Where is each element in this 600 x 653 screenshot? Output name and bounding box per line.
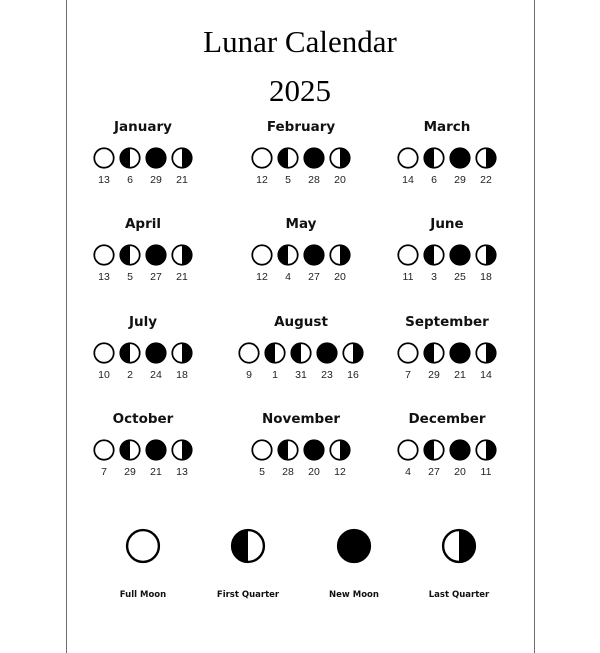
last-quarter-icon [342, 342, 364, 364]
legend-label: Full Moon [119, 590, 167, 600]
full-moon-icon [251, 147, 273, 169]
month-name: September [405, 314, 489, 330]
month-name: January [114, 119, 172, 135]
phase-day: 2 [127, 369, 133, 381]
phase-day: 20 [308, 466, 320, 478]
last-quarter-icon [475, 244, 497, 266]
moon-phase [249, 119, 275, 186]
moon-phase [421, 216, 447, 283]
new-moon-icon [449, 439, 471, 461]
new-moon-icon [449, 244, 471, 266]
first-quarter-icon [423, 147, 445, 169]
month-march [362, 119, 532, 199]
phase-day: 29 [428, 369, 440, 381]
phase-day: 21 [454, 369, 466, 381]
moon-phase [91, 216, 117, 283]
new-moon-icon [303, 147, 325, 169]
phase-day: 12 [256, 271, 268, 283]
full-moon-icon [397, 439, 419, 461]
legend-full [88, 528, 198, 618]
phase-day: 3 [431, 271, 437, 283]
moon-phase [473, 216, 499, 283]
moon-phase [91, 314, 117, 381]
phase-day: 24 [150, 369, 162, 381]
phase-day: 21 [176, 174, 188, 186]
month-name: July [128, 314, 158, 330]
first-quarter-icon [277, 244, 299, 266]
month-december [362, 411, 532, 491]
phase-day: 7 [101, 466, 107, 478]
moon-phase [117, 314, 143, 381]
phase-day: 11 [480, 466, 492, 478]
last-quarter-icon [329, 147, 351, 169]
month-name: April [124, 216, 162, 232]
full-moon-icon [397, 147, 419, 169]
full-moon-icon [238, 342, 260, 364]
moon-phase [91, 411, 117, 478]
phase-day: 6 [127, 174, 133, 186]
phase-day: 29 [150, 174, 162, 186]
phase-day: 23 [321, 369, 333, 381]
phase-day: 10 [98, 369, 110, 381]
moon-phase [288, 314, 314, 381]
moon-phase [301, 411, 327, 478]
moon-phase [327, 411, 353, 478]
full-moon-icon [93, 439, 115, 461]
phase-day: 20 [334, 174, 346, 186]
legend-label: New Moon [329, 590, 379, 600]
full-moon-icon [251, 244, 273, 266]
phase-day: 6 [431, 174, 437, 186]
first-quarter-icon [423, 439, 445, 461]
phase-day: 18 [480, 271, 492, 283]
moon-phase [473, 411, 499, 478]
month-name: June [430, 216, 464, 232]
full-moon-icon [93, 147, 115, 169]
legend-label: First Quarter [216, 590, 280, 600]
moon-phase [117, 411, 143, 478]
month-june [362, 216, 532, 296]
phase-day: 16 [347, 369, 359, 381]
last-quarter-icon [329, 439, 351, 461]
moon-phase [169, 216, 195, 283]
month-november [216, 411, 386, 491]
full-moon-icon [397, 244, 419, 266]
phase-day: 28 [282, 466, 294, 478]
moon-phase [169, 411, 195, 478]
new-moon-icon [449, 342, 471, 364]
phase-day: 27 [308, 271, 320, 283]
full-moon-icon [93, 244, 115, 266]
phase-day: 27 [428, 466, 440, 478]
month-name: March [423, 119, 471, 135]
page-title: Lunar Calendar [203, 24, 397, 59]
first-quarter-icon [119, 244, 141, 266]
moon-phase [447, 411, 473, 478]
new-moon-icon [316, 342, 338, 364]
phase-day: 13 [176, 466, 188, 478]
month-july [58, 314, 228, 394]
full-moon-icon [125, 528, 161, 564]
phase-day: 7 [405, 369, 411, 381]
last-quarter-icon [441, 528, 477, 564]
full-moon-icon [93, 342, 115, 364]
moon-phase [301, 119, 327, 186]
moon-phase [314, 314, 340, 381]
phase-day: 9 [246, 369, 252, 381]
moon-phase [143, 216, 169, 283]
moon-phase [421, 119, 447, 186]
month-name: December [408, 411, 486, 427]
phase-day: 20 [454, 466, 466, 478]
phase-day: 31 [295, 369, 307, 381]
phase-day: 13 [98, 271, 110, 283]
month-january [58, 119, 228, 199]
first-quarter-icon [119, 439, 141, 461]
month-name: November [261, 411, 341, 427]
moon-phase [262, 314, 288, 381]
legend-last [404, 528, 514, 618]
month-name: October [112, 411, 174, 427]
month-may [216, 216, 386, 296]
month-name: May [285, 216, 317, 232]
first-quarter-icon [119, 147, 141, 169]
moon-phase [447, 314, 473, 381]
moon-phase [275, 119, 301, 186]
month-april [58, 216, 228, 296]
new-moon-icon [303, 244, 325, 266]
moon-phase [275, 411, 301, 478]
phase-day: 21 [176, 271, 188, 283]
last-quarter-icon [171, 147, 193, 169]
moon-phase [91, 119, 117, 186]
phase-day: 18 [176, 369, 188, 381]
new-moon-icon [449, 147, 471, 169]
moon-phase [143, 119, 169, 186]
new-moon-icon [336, 528, 372, 564]
first-quarter-icon [290, 342, 312, 364]
phase-day: 12 [334, 466, 346, 478]
phase-day: 13 [98, 174, 110, 186]
phase-day: 28 [308, 174, 320, 186]
new-moon-icon [145, 244, 167, 266]
last-quarter-icon [329, 244, 351, 266]
first-quarter-icon [423, 244, 445, 266]
phase-day: 5 [285, 174, 291, 186]
moon-phase [395, 119, 421, 186]
phase-day: 11 [402, 271, 414, 283]
phase-day: 12 [256, 174, 268, 186]
new-moon-icon [145, 439, 167, 461]
moon-phase [447, 119, 473, 186]
moon-phase [117, 119, 143, 186]
last-quarter-icon [475, 147, 497, 169]
month-september [362, 314, 532, 394]
first-quarter-icon [119, 342, 141, 364]
moon-phase [395, 411, 421, 478]
new-moon-icon [145, 147, 167, 169]
month-february [216, 119, 386, 199]
phase-day: 29 [124, 466, 136, 478]
phase-day: 14 [402, 174, 414, 186]
legend-new [299, 528, 409, 618]
moon-phase [143, 411, 169, 478]
month-october [58, 411, 228, 491]
first-quarter-icon [230, 528, 266, 564]
phase-day: 14 [480, 369, 492, 381]
moon-phase [236, 314, 262, 381]
phase-day: 1 [272, 369, 278, 381]
moon-phase [395, 216, 421, 283]
full-moon-icon [397, 342, 419, 364]
moon-phase [275, 216, 301, 283]
moon-phase [143, 314, 169, 381]
phase-day: 20 [334, 271, 346, 283]
moon-phase [301, 216, 327, 283]
month-name: August [274, 314, 328, 330]
moon-phase [473, 314, 499, 381]
moon-phase [327, 216, 353, 283]
month-name: February [266, 119, 336, 135]
new-moon-icon [303, 439, 325, 461]
phase-day: 5 [127, 271, 133, 283]
last-quarter-icon [475, 439, 497, 461]
legend-label: Last Quarter [428, 590, 490, 600]
first-quarter-icon [423, 342, 445, 364]
moon-phase [395, 314, 421, 381]
phase-day: 4 [405, 466, 411, 478]
moon-phase [473, 119, 499, 186]
moon-phase [249, 216, 275, 283]
legend-first [193, 528, 303, 618]
moon-phase [169, 119, 195, 186]
moon-phase [447, 216, 473, 283]
year-title: 2025 [269, 73, 331, 108]
moon-phase [169, 314, 195, 381]
new-moon-icon [145, 342, 167, 364]
phase-day: 22 [480, 174, 492, 186]
last-quarter-icon [475, 342, 497, 364]
first-quarter-icon [264, 342, 286, 364]
moon-phase [421, 314, 447, 381]
moon-phase [117, 216, 143, 283]
phase-day: 4 [285, 271, 291, 283]
last-quarter-icon [171, 244, 193, 266]
last-quarter-icon [171, 439, 193, 461]
moon-phase [249, 411, 275, 478]
last-quarter-icon [171, 342, 193, 364]
moon-phase [421, 411, 447, 478]
phase-day: 27 [150, 271, 162, 283]
full-moon-icon [251, 439, 273, 461]
month-august [216, 314, 386, 394]
phase-day: 25 [454, 271, 466, 283]
phase-day: 29 [454, 174, 466, 186]
moon-phase [327, 119, 353, 186]
first-quarter-icon [277, 147, 299, 169]
phase-day: 21 [150, 466, 162, 478]
phase-day: 5 [259, 466, 265, 478]
first-quarter-icon [277, 439, 299, 461]
